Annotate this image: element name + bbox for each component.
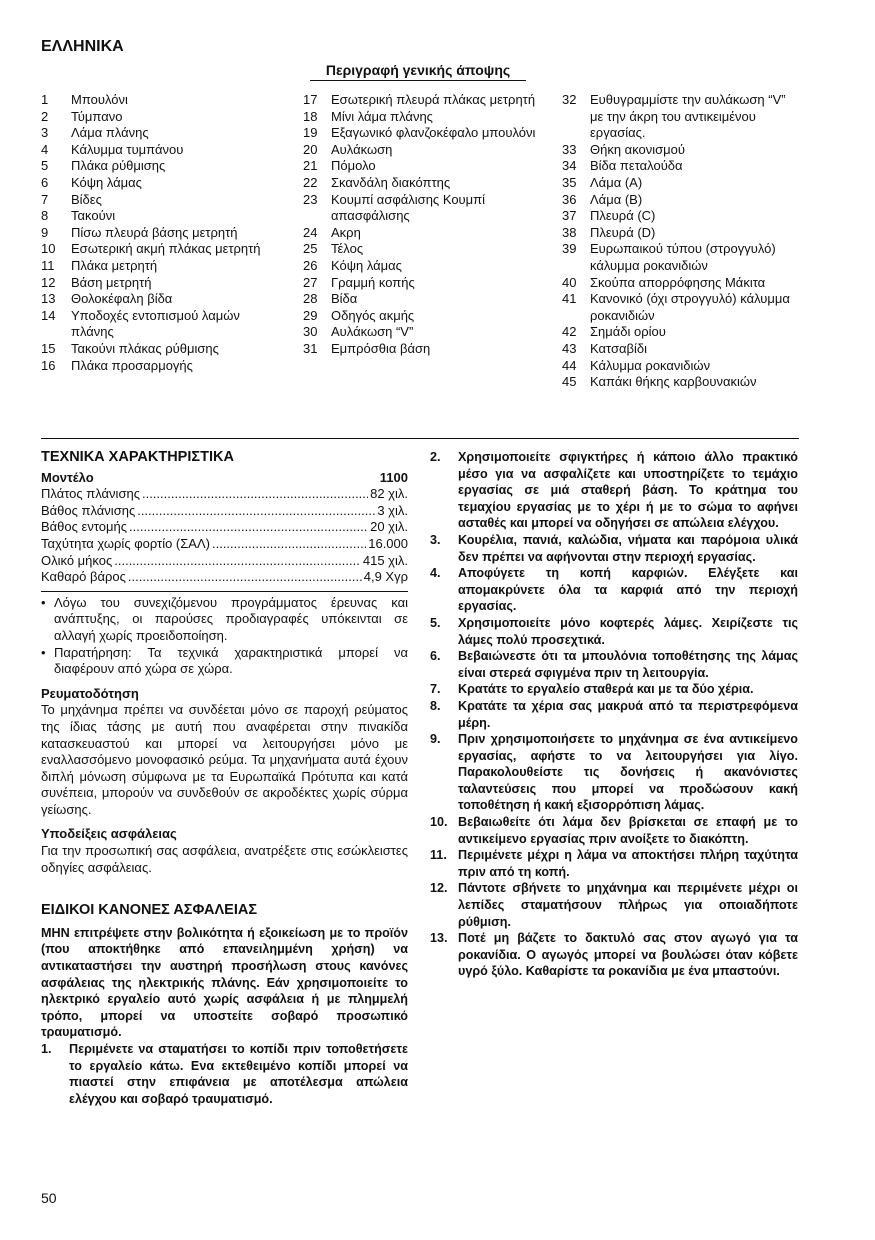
- part-name: Πλευρά (D): [590, 224, 656, 240]
- part-number: 20: [303, 141, 318, 157]
- left-column: [41, 449, 408, 1107]
- part-number: 29: [303, 307, 318, 323]
- part-item: [303, 258, 543, 275]
- part-number: 26: [303, 257, 318, 273]
- part-number: 19: [303, 125, 318, 141]
- spec-label: Βάθος πλάνισης: [41, 502, 136, 518]
- part-item: [41, 225, 281, 242]
- safety-hints-title: Υποδείξεις ασφάλειας: [41, 826, 177, 842]
- safety-rule: [430, 880, 798, 930]
- part-item: [303, 109, 543, 126]
- safety-rule: [430, 648, 798, 681]
- part-item: [303, 291, 543, 308]
- safety-rule-text: Κρατάτε τα χέρια σας μακρυά από τα περιστρεφόμενα μέρη.: [458, 698, 798, 730]
- safety-rule-number: 10.: [430, 815, 448, 830]
- part-name: Σημάδι ορίου: [590, 324, 666, 340]
- part-name: Μίνι λάμα πλάνης: [331, 108, 433, 124]
- part-number: 36: [562, 191, 577, 207]
- part-name: Τύμπανο: [71, 108, 123, 124]
- safety-rule-text: Χρησιμοποιείτε σφιγκτήρες ή κάποιο άλλο πρακτικό μέσο για να ασφαλίζετε και υποστηρίζετε το τεμάχιο εργασίας σε μιά σταθερή βάση. Το κράτημα του τεμαχίου εργασίας με το χέρι ή με το σώμα το αφήνει ασταθές και μπορεί να οδηγήσει σε απώλεια ελέγχου.: [458, 450, 798, 531]
- part-name: Κόψη λάμας: [331, 257, 402, 273]
- part-item: [303, 142, 543, 159]
- safety-rule: [430, 814, 798, 847]
- part-item: [562, 142, 802, 159]
- spec-leader-dots: [212, 536, 366, 553]
- part-item: [303, 275, 543, 292]
- part-number: 23: [303, 191, 318, 207]
- safety-rule: [430, 565, 798, 615]
- part-number: 35: [562, 174, 577, 190]
- part-name: Καπάκι θήκης καρβουνακιών: [590, 374, 757, 390]
- spec-bullets: [41, 595, 408, 678]
- spec-row: [41, 486, 408, 503]
- part-name: Γραμμή κοπής: [331, 274, 415, 290]
- parts-list-column-3: [562, 92, 802, 391]
- spec-value: 4,9 Χγρ: [363, 569, 408, 585]
- spec-leader-dots: [128, 569, 362, 586]
- part-item: [41, 158, 281, 175]
- safety-rule-text: Ποτέ μη βάζετε το δακτυλό σας στον αγωγό για τα ροκανίδια. Ο αγωγός μπορεί να βουλώσει όταν κόβετε υγρό ξύλο. Καθαρίστε τα ροκανίδια με ένα μπαστούνι.: [458, 931, 798, 979]
- safety-rule-text: Πριν χρησιμοποιήσετε το μηχάνημα σε ένα αντικείμενο εργασίας, αφήστε το να λειτουργήσει για λίγο. Παρακολουθείστε τις δονήσεις ή ακανόνιστες ταλαντεύσεις που μπορεί να προδώσουν κακή τοποθέτηση ή κακή εξισορρόπιση λάμας.: [458, 732, 798, 813]
- part-number: 24: [303, 224, 318, 240]
- part-name: Πίσω πλευρά βάσης μετρητή: [71, 224, 238, 240]
- part-number: 12: [41, 274, 56, 290]
- safety-rule-number: 1.: [41, 1042, 52, 1056]
- part-item: [41, 241, 281, 258]
- part-item: [562, 225, 802, 242]
- part-number: 7: [41, 191, 49, 207]
- safety-rule-text: Βεβαιώνεστε ότι τα μπουλόνια τοποθέτησης της λάμας είναι στερεά σφιγμένα πριν τη λειτουργία.: [458, 649, 798, 680]
- part-item: [303, 158, 543, 175]
- parts-list-column-2: [303, 92, 543, 358]
- part-name: Πλάκα μετρητή: [71, 257, 158, 273]
- part-number: 13: [41, 291, 56, 307]
- part-item: [562, 324, 802, 341]
- part-number: 4: [41, 141, 49, 157]
- part-name: Κατσαβίδι: [590, 340, 648, 356]
- rules-left-list: [41, 1041, 408, 1107]
- safety-rule-number: 13.: [430, 931, 448, 946]
- part-name: Βίδα: [331, 291, 358, 307]
- part-item: [562, 192, 802, 209]
- part-name: Βάση μετρητή: [71, 274, 152, 290]
- part-number: 34: [562, 158, 577, 174]
- part-number: 10: [41, 241, 56, 257]
- part-name: Αυλάκωση: [331, 141, 393, 157]
- part-number: 22: [303, 174, 318, 190]
- part-name: Μπουλόνι: [71, 92, 128, 107]
- part-name: Αυλάκωση “V”: [331, 324, 414, 340]
- part-name: Βίδες: [71, 191, 102, 207]
- part-item: [303, 308, 543, 325]
- spec-model-row: [41, 470, 408, 487]
- part-item: [41, 109, 281, 126]
- part-item: [303, 125, 543, 142]
- part-number: 5: [41, 158, 49, 174]
- safety-rule: [430, 731, 798, 814]
- part-number: 2: [41, 108, 49, 124]
- part-name: Πλάκα προσαρμογής: [71, 357, 193, 373]
- spec-value: 415 χιλ.: [362, 552, 408, 568]
- part-item: [562, 208, 802, 225]
- overview-title: Περιγραφή γενικής άποψης: [310, 62, 526, 81]
- safety-rule: [430, 615, 798, 648]
- part-item: [303, 241, 543, 258]
- safety-rule-number: 6.: [430, 649, 441, 664]
- part-number: 43: [562, 340, 577, 356]
- safety-rule-number: 5.: [430, 615, 441, 630]
- safety-rule-number: 9.: [430, 732, 441, 747]
- part-number: 3: [41, 125, 49, 141]
- part-number: 25: [303, 241, 318, 257]
- safety-rule-text: Αποφύγετε τη κοπή καρφιών. Ελέγξετε και απομακρύνετε όλα τα καρφιά από την περιοχή εργασίας.: [458, 566, 798, 614]
- spec-row: [41, 519, 408, 536]
- part-name: Σκούπα απορρόφησης Μάκιτα: [590, 274, 766, 290]
- part-number: 39: [562, 241, 577, 257]
- part-name: Κουμπί ασφάλισης Κουμπί απασφάλισης: [331, 191, 486, 224]
- part-name: Ακρη: [331, 224, 361, 240]
- part-number: 15: [41, 340, 56, 356]
- spec-note: [41, 595, 408, 645]
- part-name: Λάμα (B): [590, 191, 643, 207]
- language-heading: ΕΛΛΗΝΙΚΑ: [41, 38, 124, 55]
- special-rules-intro: ΜΗΝ επιτρέψετε στην βολικότητα ή εξοικείωση με το προϊόν (που αποκτήθηκε από επανειλημμένη χρήση) να αντικαταστήσει την αυστηρή προσήλωση στους κανόνες ασφάλειας της ηλεκτρικής πλάνης. Εάν χρησιμοποιείτε το ηλεκτρικό εργαλείο αυτό χωρίς ασφάλεια ή με πλημμελή τρόπο, μπορεί να υποστείτε σοβαρό προσωπικό τραυματισμό.: [41, 925, 408, 1040]
- safety-rule-text: Περιμένετε μέχρι η λάμα να αποκτήσει πλήρη ταχύτητα πριν από τη κοπή.: [458, 848, 798, 879]
- part-name: Λάμα πλάνης: [71, 125, 149, 141]
- safety-rule: [430, 698, 798, 731]
- spec-row: [41, 503, 408, 520]
- part-item: [562, 175, 802, 192]
- spec-note-text: Λόγω του συνεχιζόμενου προγράμματος έρευνας και ανάπτυξης, οι παρούσες προδιαγραφές υπόκεινται σε αλλαγή χωρίς προειδοποίηση.: [54, 594, 408, 643]
- part-number: 21: [303, 158, 318, 174]
- part-name: Τακούνι: [71, 208, 116, 224]
- spec-leader-dots: [114, 553, 361, 570]
- part-name: Κάλυμμα τυμπάνου: [71, 141, 184, 157]
- part-name: Εξαγωνικό φλανζοκέφαλο μπουλόνι: [331, 125, 536, 141]
- part-item: [41, 258, 281, 275]
- part-number: 41: [562, 291, 577, 307]
- spec-row: [41, 569, 408, 586]
- part-number: 17: [303, 92, 318, 107]
- part-name: Θολοκέφαλη βίδα: [71, 291, 173, 307]
- part-name: Τακούνι πλάκας ρύθμισης: [71, 340, 219, 356]
- safety-rule-number: 12.: [430, 881, 448, 896]
- part-number: 11: [41, 257, 55, 273]
- spec-label: Βάθος εντομής: [41, 519, 127, 535]
- part-item: [41, 175, 281, 192]
- spec-leader-dots: [142, 486, 368, 503]
- part-number: 33: [562, 141, 577, 157]
- safety-rule-text: Πάντοτε σβήνετε το μηχάνημα και περιμένετε μέχρι οι λεπίδες σταματήσουν πλήρως για οποιαδήποτε ρύθμιση.: [458, 881, 798, 929]
- part-number: 32: [562, 92, 577, 107]
- spec-rows: [41, 486, 408, 586]
- part-number: 45: [562, 374, 577, 390]
- safety-rule: [430, 847, 798, 880]
- part-item: [562, 158, 802, 175]
- part-item: [41, 341, 281, 358]
- safety-rule-text: Περιμένετε να σταματήσει το κοπίδι πριν τοποθετήσετε το εργαλείο κάτω. Ενα εκτεθειμένο κοπίδι μπορεί να πιαστεί στην επιφάνεια με αποτέλεσμα απώλεια ελέγχου και σοβαρό τραυματισμό.: [69, 1042, 408, 1106]
- part-item: [562, 92, 802, 142]
- part-number: 16: [41, 357, 56, 373]
- power-title: Ρευματοδότηση: [41, 685, 139, 701]
- spec-leader-dots: [137, 503, 375, 520]
- part-item: [41, 192, 281, 209]
- part-number: 14: [41, 307, 56, 323]
- part-item: [41, 142, 281, 159]
- part-item: [41, 208, 281, 225]
- safety-rule-text: Κουρέλια, πανιά, καλώδια, νήματα και παρόμοια υλικά δεν πρέπει να αφήνονται στην περιοχή εργασίας.: [458, 532, 798, 564]
- part-item: [562, 275, 802, 292]
- spec-value: 16.000: [368, 535, 408, 551]
- spec-note-text: Παρατήρηση: Τα τεχνικά χαρακτηριστικά μπορεί να διαφέρουν από χώρα σε χώρα.: [54, 644, 408, 677]
- spec-value: 3 χιλ.: [377, 502, 408, 518]
- part-item: [41, 291, 281, 308]
- part-name: Θήκη ακονισμού: [590, 141, 686, 157]
- part-number: 6: [41, 174, 49, 190]
- part-item: [41, 125, 281, 142]
- spec-label: Καθαρό βάρος: [41, 569, 126, 585]
- parts-list-column-1: [41, 92, 281, 374]
- safety-rule: [430, 449, 798, 532]
- part-name: Βίδα πεταλούδα: [590, 158, 683, 174]
- part-name: Τέλος: [331, 241, 364, 257]
- safety-rule-text: Κρατάτε το εργαλείο σταθερά και με τα δύο χέρια.: [458, 682, 754, 697]
- spec-note: [41, 645, 408, 678]
- part-name: Λάμα (A): [590, 174, 643, 190]
- safety-rule-number: 4.: [430, 566, 441, 581]
- spec-label: Ταχύτητα χωρίς φορτίο (ΣΑΛ): [41, 535, 210, 551]
- safety-rule-text: Χρησιμοποιείτε μόνο κοφτερές λάμες. Χειρίζεστε τις λάμες πολύ προσεχτικά.: [458, 615, 798, 647]
- part-number: 9: [41, 224, 49, 240]
- special-rules-title: ΕΙΔΙΚΟΙ ΚΑΝΟΝΕΣ ΑΣΦΑΛΕΙΑΣ: [41, 902, 258, 919]
- part-number: 8: [41, 208, 49, 224]
- spec-row: [41, 536, 408, 553]
- specs-title: ΤΕΧΝΙΚΑ ΧΑΡΑΚΤΗΡΙΣΤΙΚΑ: [41, 449, 234, 465]
- spec-leader-dots: [129, 519, 368, 536]
- spec-model-value: 1100: [379, 469, 408, 485]
- part-name: Κάλυμμα ροκανιδιών: [590, 357, 711, 373]
- safety-rule-number: 8.: [430, 698, 441, 713]
- spec-rule: [41, 591, 408, 592]
- safety-rule-number: 2.: [430, 450, 441, 464]
- safety-rule: [41, 1041, 408, 1107]
- part-number: 44: [562, 357, 577, 373]
- part-item: [41, 308, 281, 341]
- part-number: 37: [562, 208, 577, 224]
- part-item: [41, 92, 281, 109]
- part-name: Κανονικό (όχι στρογγυλό) κάλυμμα ροκανιδιών: [590, 291, 790, 323]
- part-number: 27: [303, 274, 318, 290]
- part-item: [562, 291, 802, 324]
- part-item: [562, 341, 802, 358]
- part-number: 1: [41, 92, 49, 107]
- part-number: 28: [303, 291, 318, 307]
- spec-model-label: Μοντέλο: [41, 469, 94, 485]
- part-item: [303, 192, 543, 225]
- spec-label: Ολικό μήκος: [41, 552, 113, 568]
- part-item: [562, 374, 802, 391]
- part-number: 30: [303, 324, 318, 340]
- part-item: [562, 358, 802, 375]
- spec-label: Πλάτος πλάνισης: [41, 486, 140, 502]
- part-name: Πλευρά (C): [590, 208, 656, 224]
- part-name: Ευρωπαικού τύπου (στρογγυλό) κάλυμμα ροκανιδιών: [590, 241, 776, 273]
- spec-value: 20 χιλ.: [370, 519, 408, 535]
- spec-row: [41, 553, 408, 570]
- part-number: 38: [562, 224, 577, 240]
- safety-rule-number: 3.: [430, 532, 441, 547]
- part-number: 42: [562, 324, 577, 340]
- safety-rule: [430, 930, 798, 980]
- power-text: Το μηχάνημα πρέπει να συνδέεται μόνο σε παροχή ρεύματος της ίδιας τάσης με αυτή που αναφέρεται στην πινακίδα κατασκευαστού και μπορεί να λειτουργήσει μόνο με εναλλασσόμενο μονοφασικό ρεύμα. Τα μηχανήματα αυτά έχουν διπλή μόνωση σύμφωνα με τα Ευρωπαϊκά Πρότυπα και κατά συνέπεια, μπορούν να συνδεθούν σε ακροδέκτες χωρίς σύρμα γείωσης.: [41, 702, 408, 817]
- part-name: Εσωτερική ακμή πλάκας μετρητή: [71, 241, 261, 257]
- part-name: Σκανδάλη διακόπτης: [331, 174, 451, 190]
- part-item: [303, 175, 543, 192]
- part-item: [303, 225, 543, 242]
- part-item: [562, 241, 802, 274]
- part-number: 31: [303, 340, 318, 356]
- bullet-icon: •: [41, 644, 46, 660]
- part-name: Οδηγός ακμής: [331, 307, 415, 323]
- safety-rule-number: 11.: [430, 848, 447, 863]
- part-name: Κόψη λάμας: [71, 174, 142, 190]
- part-item: [303, 92, 543, 109]
- part-name: Ευθυγραμμίστε την αυλάκωση “V” με την άκρη του αντικειμένου εργασίας.: [590, 92, 786, 141]
- part-name: Πόμολο: [331, 158, 376, 174]
- part-name: Εμπρόσθια βάση: [331, 340, 431, 356]
- safety-rule-number: 7.: [430, 682, 441, 697]
- part-number: 18: [303, 108, 318, 124]
- part-item: [303, 324, 543, 341]
- page-number: 50: [41, 1190, 57, 1206]
- rules-right-list: [430, 449, 798, 980]
- part-number: 40: [562, 274, 577, 290]
- spec-value: 82 χιλ.: [370, 486, 408, 502]
- section-divider: [41, 438, 799, 439]
- part-name: Υποδοχές εντοπισμού λαμών πλάνης: [71, 307, 240, 340]
- safety-hints-text: Για την προσωπική σας ασφάλεια, ανατρέξετε στις εσώκλειστες οδηγίες ασφάλειας.: [41, 843, 408, 875]
- part-name: Εσωτερική πλευρά πλάκας μετρητή: [331, 92, 536, 107]
- part-name: Πλάκα ρύθμισης: [71, 158, 166, 174]
- safety-rule: [430, 532, 798, 565]
- safety-rule-text: Βεβαιωθείτε ότι λάμα δεν βρίσκεται σε επαφή με το αντικείμενο εργασίας πριν ανοίξετε το διακόπτη.: [458, 815, 798, 846]
- part-item: [41, 275, 281, 292]
- bullet-icon: •: [41, 594, 46, 610]
- safety-rule: [430, 681, 798, 698]
- part-item: [303, 341, 543, 358]
- part-item: [41, 358, 281, 375]
